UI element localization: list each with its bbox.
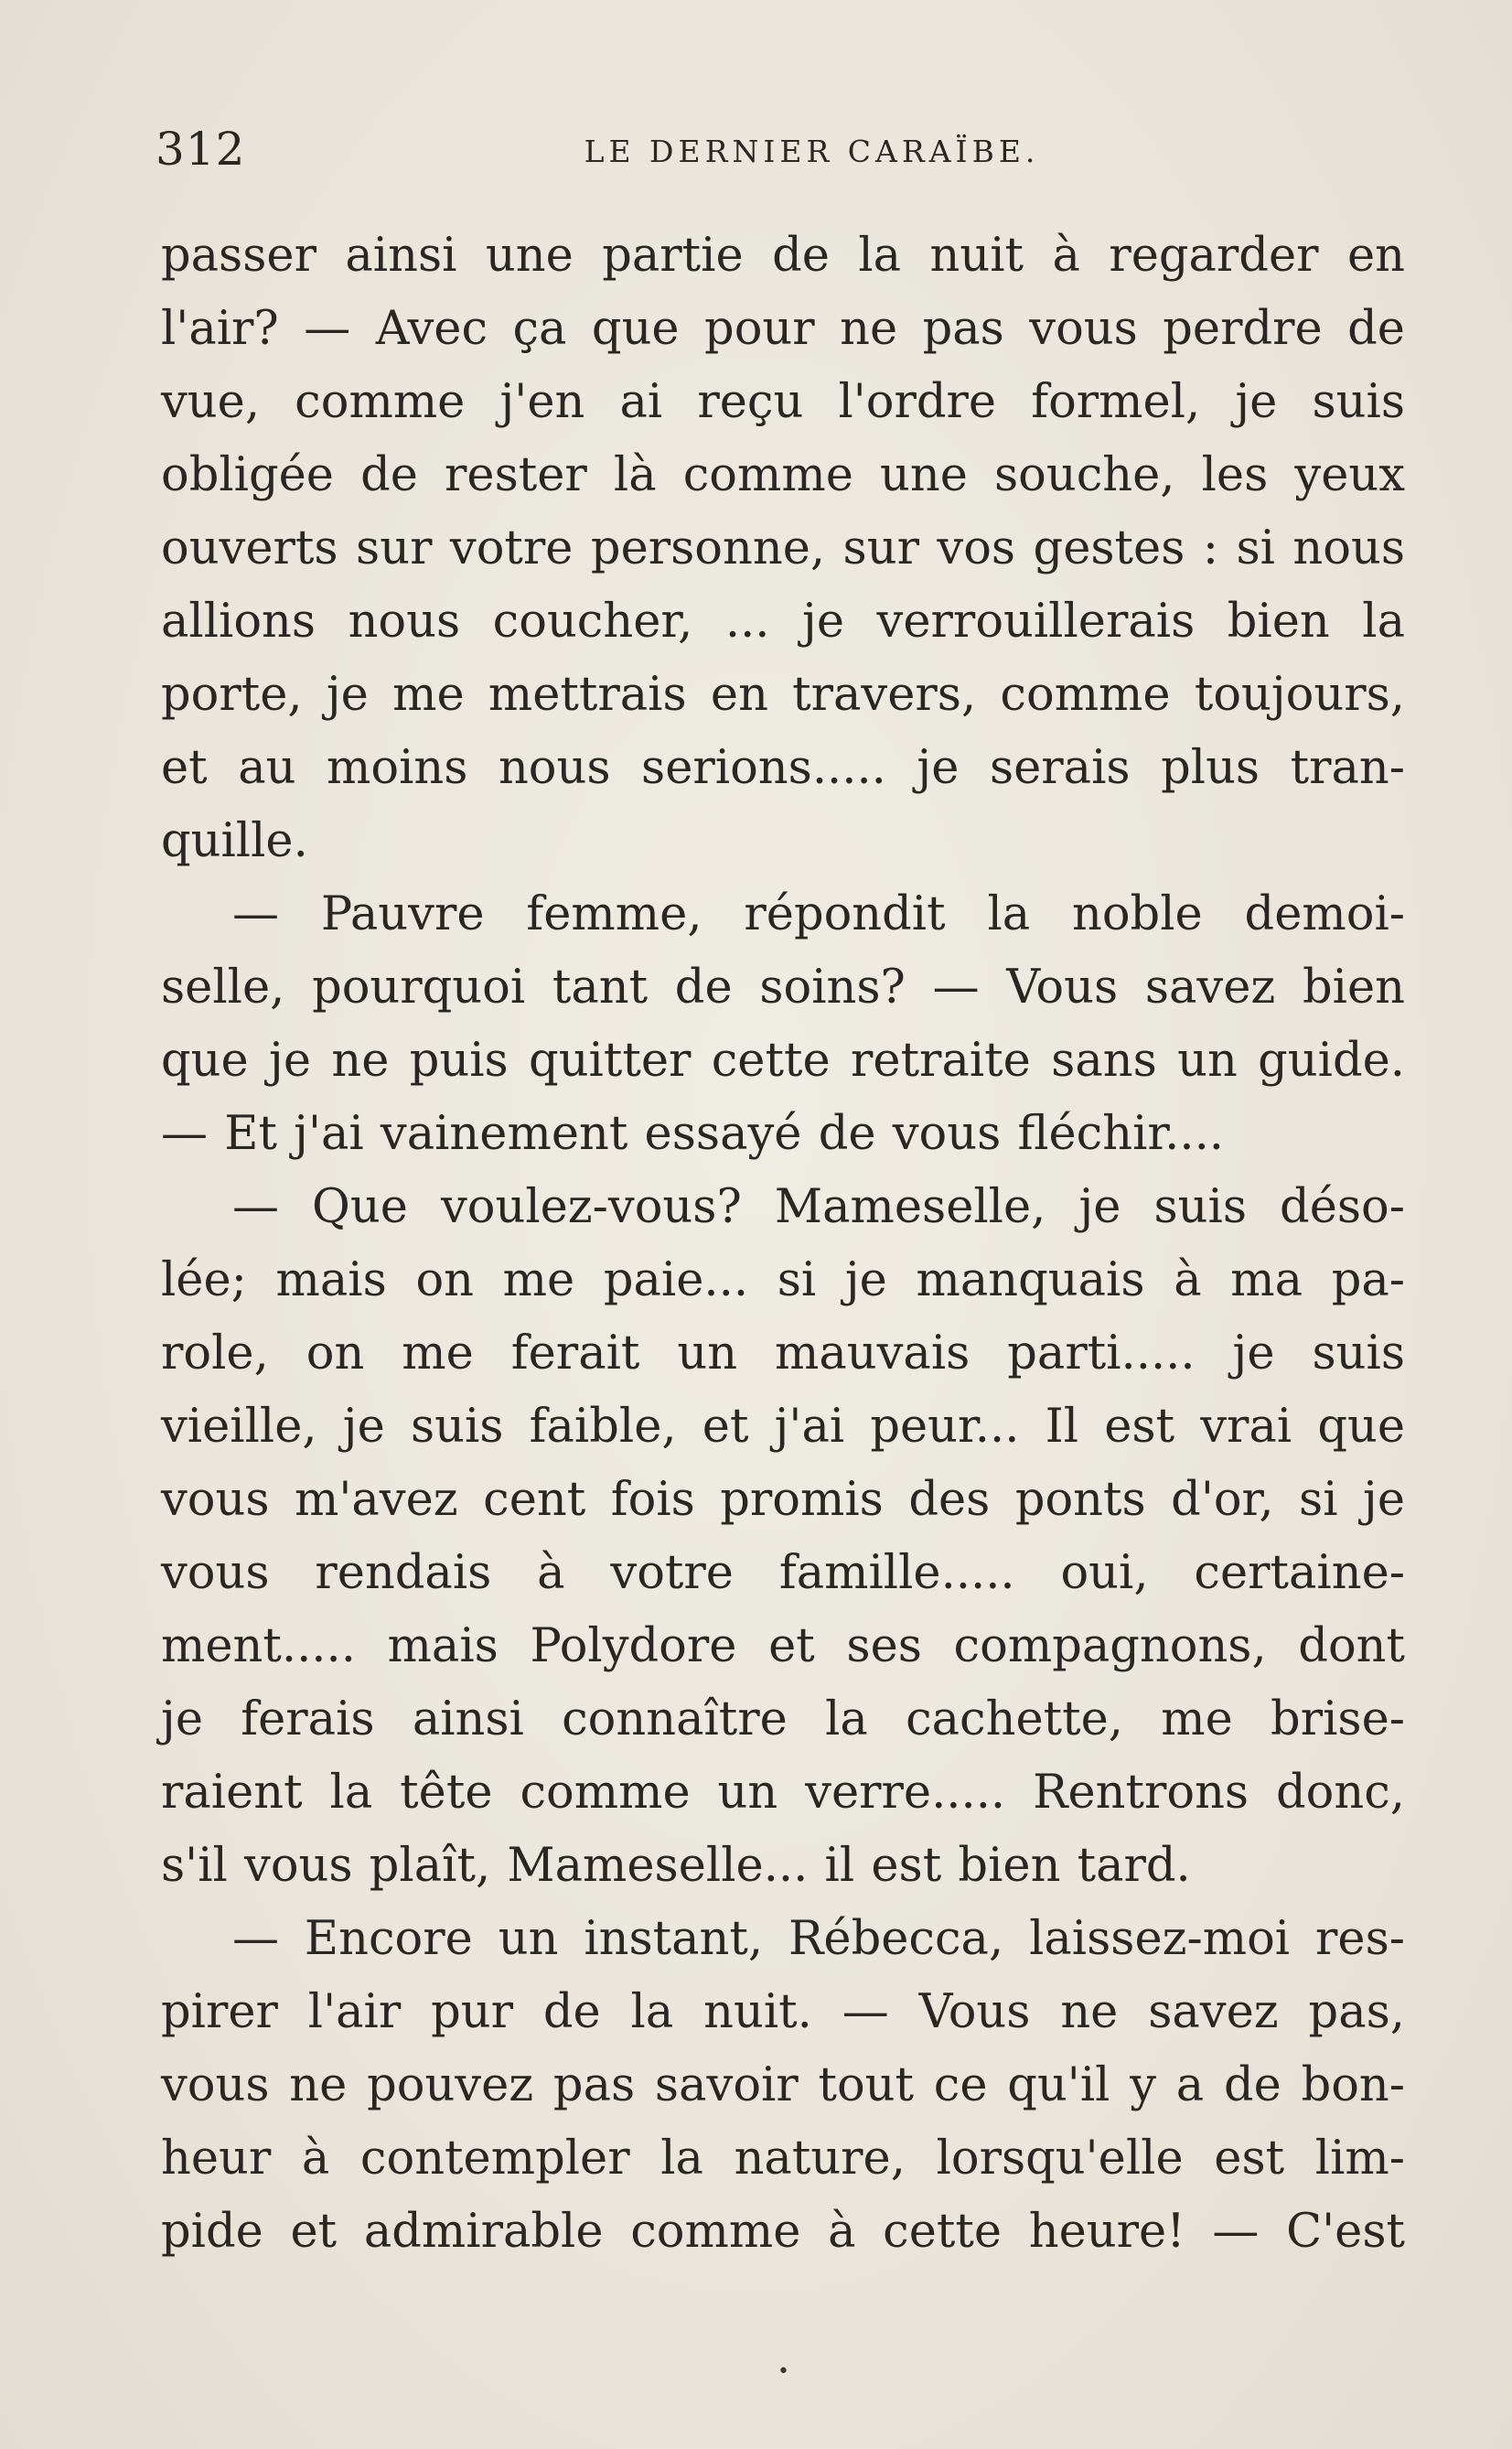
text-line: selle, pourquoi tant de soins? — Vous savez bien xyxy=(161,961,1405,1015)
text-line: vous m'avez cent fois promis des ponts d'or, si je xyxy=(161,1473,1405,1527)
footer-ornament: • xyxy=(777,2360,789,2383)
text-line: raient la tête comme un verre..... Rentrons donc, xyxy=(161,1766,1405,1820)
body-text xyxy=(161,220,1405,2269)
text-line: je ferais ainsi connaître la cachette, me brise- xyxy=(161,1692,1405,1746)
text-line: pide et admirable comme à cette heure! — C'est xyxy=(161,2205,1405,2259)
text-line: allions nous coucher, ... je verrouillerais bien la xyxy=(161,595,1405,649)
text-line: pirer l'air pur de la nuit. — Vous ne savez pas, xyxy=(161,1985,1405,2039)
text-line: ment..... mais Polydore et ses compagnons, dont xyxy=(161,1619,1405,1673)
text-line: heur à contempler la nature, lorsqu'elle est lim- xyxy=(161,2132,1405,2186)
text-line: s'il vous plaît, Mameselle... il est bien tard. xyxy=(161,1839,1191,1893)
text-line: lée; mais on me paie... si je manquais à ma pa- xyxy=(161,1253,1405,1307)
running-title: LE DERNIER CARAÏBE. xyxy=(584,134,1040,169)
text-line: l'air? — Avec ça que pour ne pas vous perdre de xyxy=(161,302,1405,356)
text-line: que je ne puis quitter cette retraite sans un guide. xyxy=(161,1034,1405,1088)
text-line: et au moins nous serions..... je serais plus tran- xyxy=(161,741,1405,795)
text-line: vous rendais à votre famille..... oui, certaine- xyxy=(161,1546,1405,1600)
text-line: role, on me ferait un mauvais parti..... je suis xyxy=(161,1327,1405,1380)
text-line: — Que voulez-vous? Mameselle, je suis déso- xyxy=(232,1180,1405,1234)
text-line: — Encore un instant, Rébecca, laissez-moi res- xyxy=(232,1912,1405,1966)
text-line: vous ne pouvez pas savoir tout ce qu'il y a de bon- xyxy=(161,2058,1405,2112)
text-line: — Et j'ai vainement essayé de vous fléchir.... xyxy=(161,1107,1225,1161)
page-number: 312 xyxy=(155,123,246,176)
text-line: obligée de rester là comme une souche, les yeux xyxy=(161,448,1405,502)
text-line: — Pauvre femme, répondit la noble demoi- xyxy=(232,887,1405,941)
text-line: ouverts sur votre personne, sur vos gestes : si nous xyxy=(161,521,1405,575)
text-line: passer ainsi une partie de la nuit à regarder en xyxy=(161,229,1405,283)
text-line: quille. xyxy=(161,814,308,868)
text-line: vue, comme j'en ai reçu l'ordre formel, je suis xyxy=(161,375,1405,429)
text-line: porte, je me mettrais en travers, comme toujours, xyxy=(161,668,1405,722)
text-line: vieille, je suis faible, et j'ai peur... Il est vrai que xyxy=(161,1400,1405,1454)
page-header xyxy=(155,117,1413,181)
